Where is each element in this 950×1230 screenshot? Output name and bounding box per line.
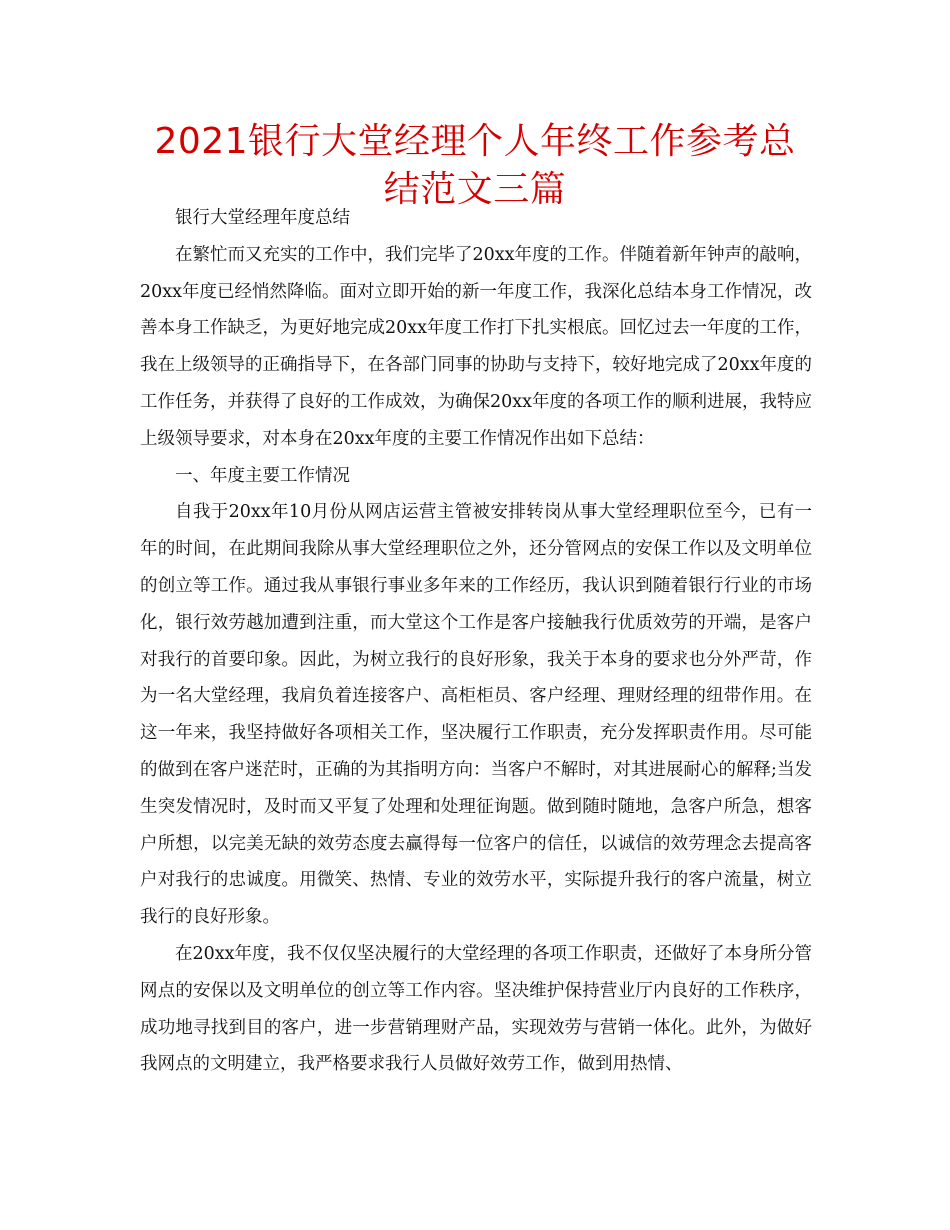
document-title: 2021银行大堂经理个人年终工作参考总结范文三篇	[154, 121, 796, 210]
section-heading: 一、年度主要工作情况	[175, 465, 350, 486]
paragraph: 在繁忙而又充实的工作中，我们完毕了20xx年度的工作。伴随着新年钟声的敲响，20xx年度已经悄然降临。面对立即开始的新一年度工作，我深化总结本身工作情况，改善本身工作缺乏，为更好地完成20xx年度工作打下扎实根底。回忆过去一年度的工作，我在上级领导的正确指导下，在各部门同事的协助与支持下，较好地完成了20xx年度的工作任务，并获得了良好的工作成效，为确保20xx年度的各项工作的顺利进展，我特应上级领导要求，对本身在20xx年度的主要工作情况作出如下总结：	[140, 244, 813, 449]
paragraph: 自我于20xx年10月份从网店运营主管被安排转岗从事大堂经理职位至今，已有一年的时间，在此期间我除从事大堂经理职位之外，还分管网点的安保工作以及文明单位的创立等工作。通过我从事银行事业多年来的工作经历，我认识到随着银行行业的市场化，银行效劳越加遭到注重，而大堂这个工作是客户接触我行优质效劳的开端，是客户对我行的首要印象。因此，为树立我行的良好形象，我关于本身的要求也分外严苛，作为一名大堂经理，我肩负着连接客户、高柜柜员、客户经理、理财经理的纽带作用。在这一年来，我坚持做好各项相关工作，坚决履行工作职责，充分发挥职责作用。尽可能的做到在客户迷茫时，正确的为其指明方向：当客户不解时，对其进展耐心的解释;当发生突发情况时，及时而又平复了处理和处理征询题。做到随时随地，急客户所急，想客户所想，以完美无缺的效劳态度去赢得每一位客户的信任，以诚信的效劳理念去提高客户对我行的忠诚度。用微笑、热情、专业的效劳水平，实际提升我行的客户流量，树立我行的良好形象。	[140, 502, 812, 928]
paragraph: 在20xx年度，我不仅仅坚决履行的大堂经理的各项工作职责，还做好了本身所分管网点的安保以及文明单位的创立等工作内容。坚决维护保持营业厅内良好的工作秩序，成功地寻找到目的客户，进一步营销理财产品，实现效劳与营销一体化。此外，为做好我网点的文明建立，我严格要求我行人员做好效劳工作，做到用热情、	[140, 943, 813, 1075]
document-body	[140, 200, 812, 1083]
section-heading: 银行大堂经理年度总结	[175, 208, 350, 228]
